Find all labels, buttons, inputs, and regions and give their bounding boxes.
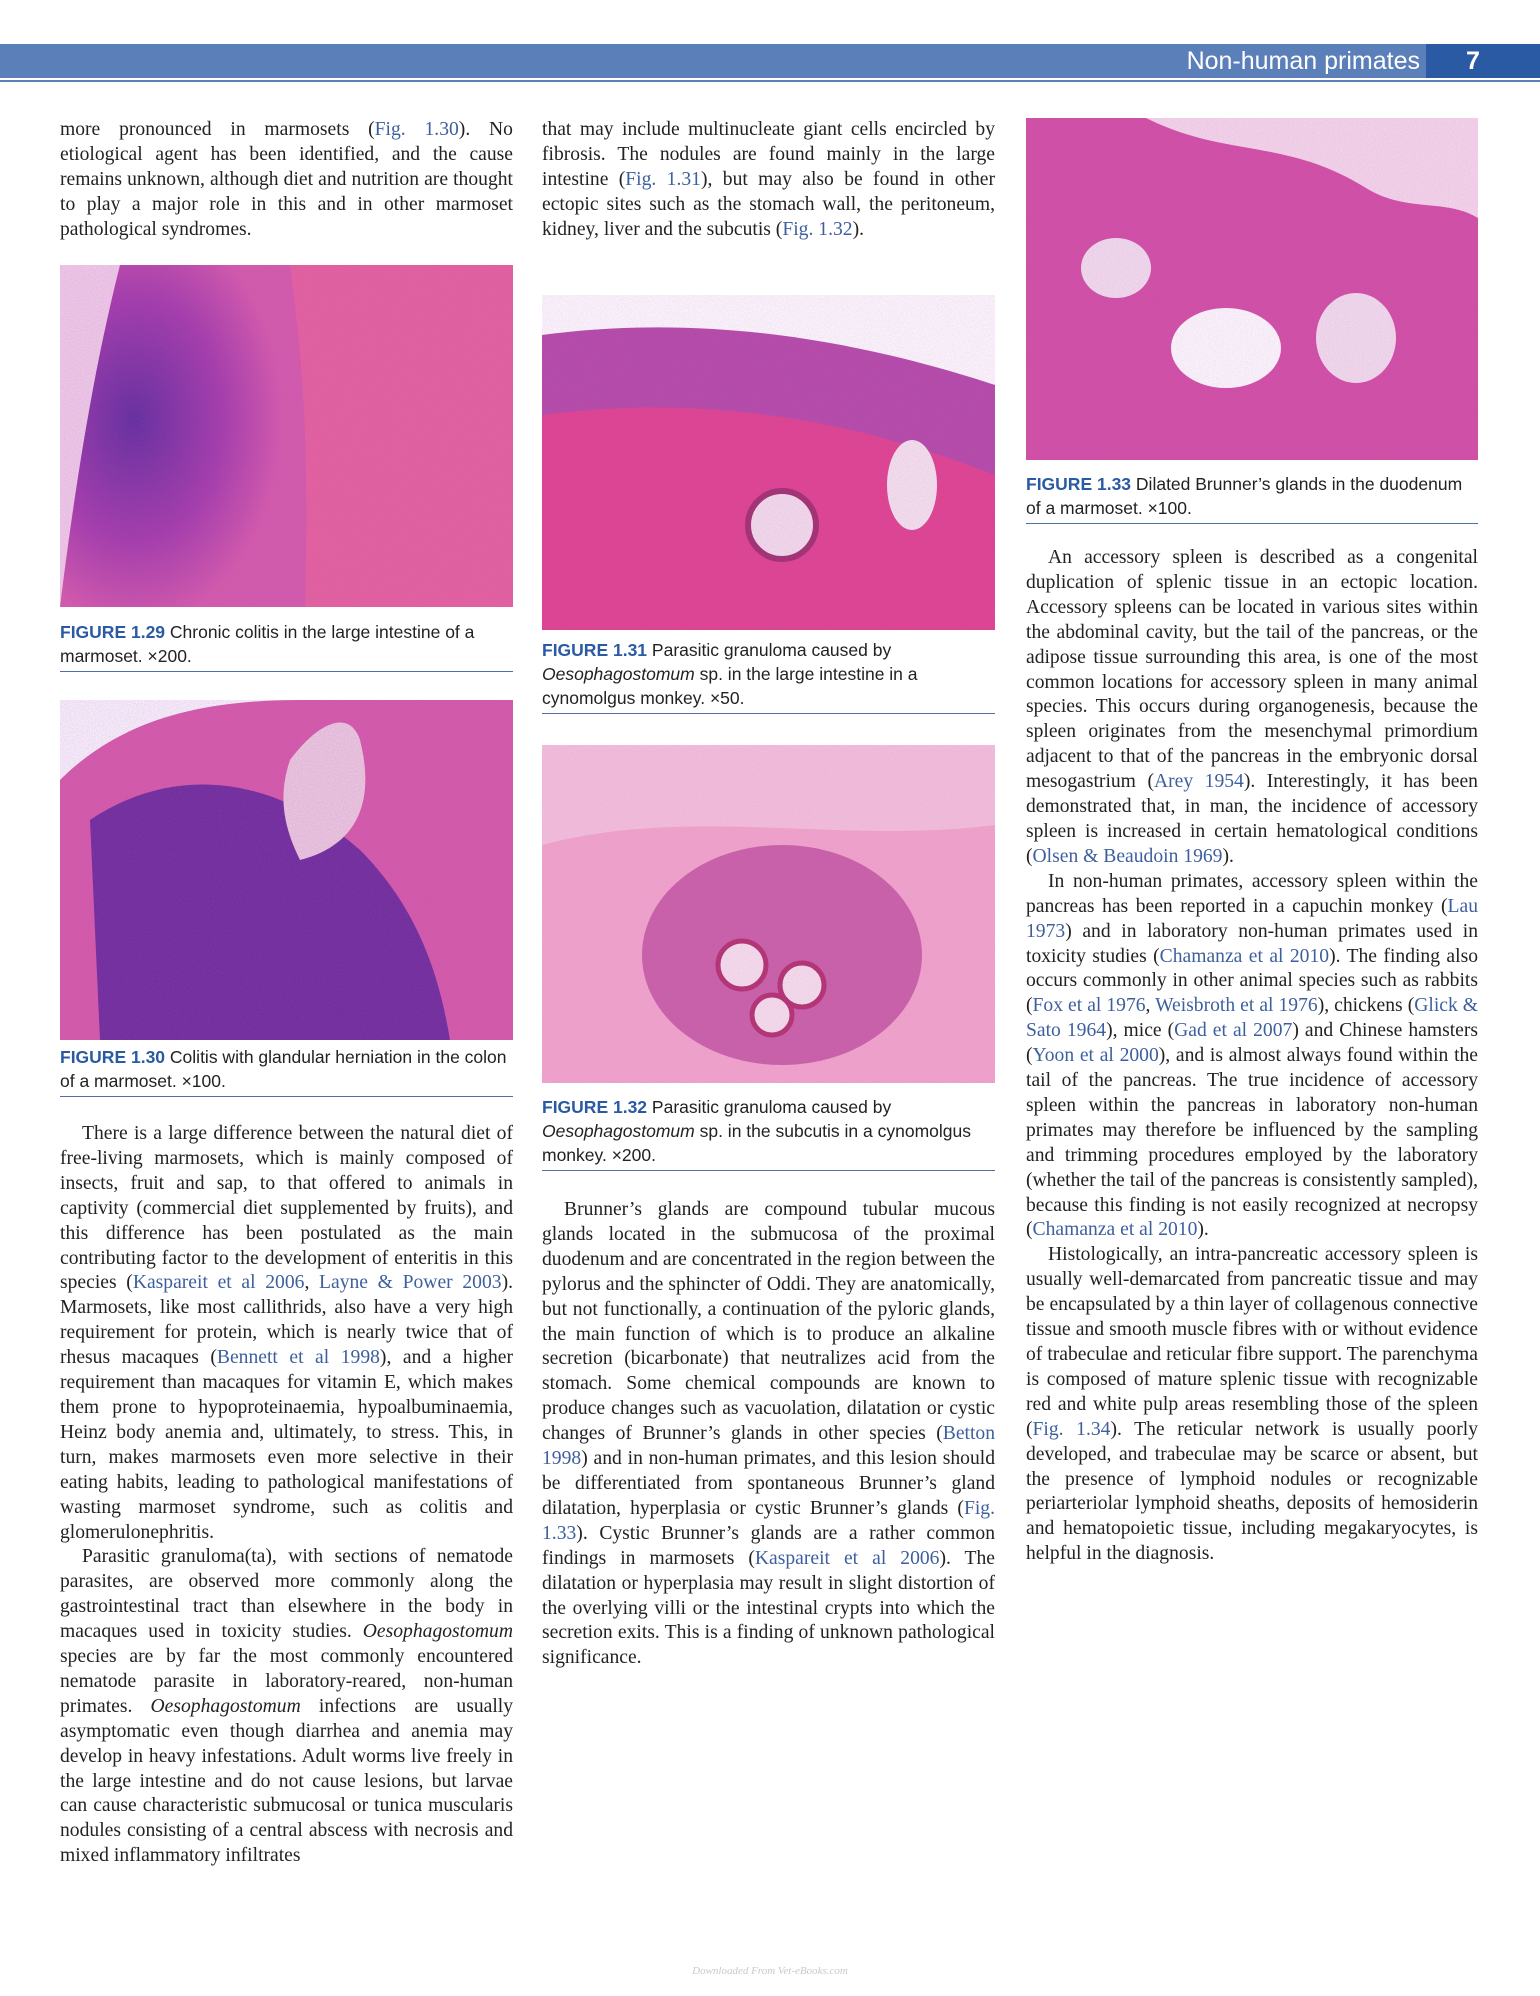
italic-term: Oesophagostomum xyxy=(542,1121,695,1141)
header-rule xyxy=(0,80,1540,82)
citation-link[interactable]: Fig. 1.34 xyxy=(1032,1418,1111,1440)
figure-1-32-image xyxy=(542,745,995,1083)
paragraph: more pronounced in marmosets (Fig. 1.30). No etiological agent has been identified, and the cause remains unknown, although diet and nutrition are thought to play a major role in this and in other marmoset pathological syndromes. xyxy=(60,119,513,240)
paragraph: There is a large difference between the natural diet of free-living marmosets, which is mainly composed of insects, fruit and sap, to that offered to animals in captivity (commercial diet supplemented by fruits), and this difference has been postulated as the main contributing factor to the development of enteritis in this species (Kaspareit et al 2006, Layne & Power 2003). Marmosets, like most callithrids, also have a very high requirement for protein, which is nearly twice that of rhesus macaques (Bennett et al 1998), and a higher requirement than macaques for vitamin E, which makes them prone to hypoproteinaemia, hypoalbuminaemia, Heinz body anemia and, ultimately, to stress. This, in turn, makes marmosets even more selective in their eating habits, leading to pathological manifestations of wasting marmoset syndrome, such as colitis and glomerulonephritis. xyxy=(60,1123,513,1543)
page-number: 7 xyxy=(1466,47,1480,75)
page-number-box xyxy=(1426,44,1540,78)
column-2-top xyxy=(542,118,995,243)
citation-link[interactable]: Betton 1998 xyxy=(542,1423,995,1470)
figure-1-29-caption xyxy=(60,620,513,672)
citation-link[interactable]: Chamanza et al 2010 xyxy=(1032,1219,1198,1241)
figure-1-32-caption xyxy=(542,1095,995,1171)
citation-link[interactable]: Layne & Power 2003 xyxy=(319,1272,502,1294)
figure-1-31-image xyxy=(542,295,995,630)
column-1-bottom xyxy=(60,1122,513,1869)
footer-watermark: Downloaded From Vet-eBooks.com xyxy=(692,1965,848,1977)
figure-label: FIGURE 1.29 xyxy=(60,622,166,642)
citation-link[interactable]: Olsen & Beaudoin 1969 xyxy=(1032,845,1223,867)
citation-link[interactable]: Kaspareit et al 2006 xyxy=(132,1272,305,1294)
citation-link[interactable]: Yoon et al 2000 xyxy=(1032,1045,1159,1067)
figure-caption-text: Chronic colitis in the large intestine of a marmoset. ×200. xyxy=(60,622,475,666)
figure-caption-text: Parasitic granuloma caused by Oesophagostomum sp. in the large intestine in a cynomolgus monkey. ×50. xyxy=(542,640,918,708)
paragraph: Brunner’s glands are compound tubular mucous glands located in the submucosa of the proximal duodenum and are concentrated in the region between the pylorus and the sphincter of Oddi. They are anatomically, but not functionally, a continuation of the pyloric glands, the main function of which is to produce an alkaline secretion (bicarbonate) that neutralizes acid from the stomach. Some chemical compounds are known to produce changes such as vacuolation, dilatation or cystic changes of Brunner’s glands in other species (Betton 1998) and in non-human primates, and this lesion should be differentiated from spontaneous Brunner’s gland dilatation, hyperplasia or cystic Brunner’s glands (Fig. 1.33). Cystic Brunner’s glands are a rather common findings in marmosets (Kaspareit et al 2006). The dilatation or hyperplasia may result in slight distortion of the overlying villi or the intestinal crypts into which the secretion exits. This is a finding of unknown pathological significance. xyxy=(542,1199,996,1669)
figure-1-33-image xyxy=(1026,118,1478,460)
citation-link[interactable]: Kaspareit et al 2006 xyxy=(754,1547,940,1569)
figure-1-30-image xyxy=(60,700,513,1040)
figure-caption-text: Colitis with glandular herniation in the colon of a marmoset. ×100. xyxy=(60,1047,507,1091)
citation-link[interactable]: Gad et al 2007 xyxy=(1174,1020,1293,1042)
citation-link[interactable]: Fig. 1.33 xyxy=(542,1497,995,1544)
paragraph: Histologically, an intra-pancreatic accessory spleen is usually well-demarcated from pancreatic tissue and may be encapsulated by a thin layer of collagenous connective tissue and smooth muscle fibres with or without evidence of trabeculae and reticular fibre support. The parenchyma is composed of mature splenic tissue with recognizable red and white pulp areas resembling those of the spleen (Fig. 1.34). The reticular network is usually poorly developed, and trabeculae may be scarce or absent, but the presence of lymphoid nodules or recognizable periarteriolar lymphoid sheaths, deposits of hemosiderin and hematopoietic tissue, including megakaryocytes, is helpful in the diagnosis. xyxy=(1026,1244,1478,1565)
column-1-top xyxy=(60,118,513,243)
column-3-text xyxy=(1026,546,1478,1567)
citation-link[interactable]: Arey 1954 xyxy=(1153,771,1244,793)
citation-link[interactable]: Bennett et al 1998 xyxy=(216,1347,380,1369)
paragraph: An accessory spleen is described as a congenital duplication of splenic tissue in an ectopic location. Accessory spleens can be located in various sites within the abdominal cavity, but the tail of the pancreas, or the adipose tissue surrounding this area, is one of the most common locations for accessory spleen in many animal species. This occurs during organogenesis, because the spleen originates from the mesenchymal primordium adjacent to that of the pancreas in the embryonic dorsal mesogastrium (Arey 1954). Interestingly, it has been demonstrated that, in man, the incidence of accessory spleen is increased in certain hematological conditions (Olsen & Beaudoin 1969). xyxy=(1026,547,1478,867)
figure-1-31-caption xyxy=(542,638,995,714)
paragraph: In non-human primates, accessory spleen within the pancreas has been reported in a capuchin monkey (Lau 1973) and in laboratory non-human primates used in toxicity studies (Chamanza et al 2010). The finding also occurs commonly in other animal species such as rabbits (Fox et al 1976, Weisbroth et al 1976), chickens (Glick & Sato 1964), mice (Gad et al 2007) and Chinese hamsters (Yoon et al 2000), and is almost always found within the tail of the pancreas. The true incidence of accessory spleen within the pancreas in laboratory non-human primates may therefore be influenced by the sampling and trimming procedures employed by the laboratory (whether the tail of the pancreas is consistently sampled), because this finding is not easily recognized at necropsy (Chamanza et al 2010). xyxy=(1026,870,1479,1241)
italic-term: Oesophagostomum xyxy=(542,664,695,684)
figure-1-29-image xyxy=(60,265,513,607)
figure-1-33-caption xyxy=(1026,472,1478,524)
italic-term: Oesophagostomum xyxy=(362,1621,513,1643)
figure-label: FIGURE 1.32 xyxy=(542,1097,648,1117)
citation-link[interactable]: Fox et al 1976 xyxy=(1032,995,1146,1017)
citation-link[interactable]: Fig. 1.32 xyxy=(782,218,853,240)
figure-label: FIGURE 1.33 xyxy=(1026,474,1132,494)
citation-link[interactable]: Chamanza et al 2010 xyxy=(1159,945,1330,967)
figure-label: FIGURE 1.30 xyxy=(60,1047,166,1067)
running-header-title: Non-human primates xyxy=(1186,47,1420,75)
italic-term: Oesophagostomum xyxy=(150,1695,301,1717)
citation-link[interactable]: Lau 1973 xyxy=(1026,895,1478,942)
column-2-bottom xyxy=(542,1198,995,1671)
citation-link[interactable]: Fig. 1.30 xyxy=(374,119,459,140)
figure-label: FIGURE 1.31 xyxy=(542,640,648,660)
citation-link[interactable]: Fig. 1.31 xyxy=(625,168,701,190)
figure-caption-text: Dilated Brunner’s glands in the duodenum of a marmoset. ×100. xyxy=(1026,474,1463,518)
citation-link[interactable]: Glick & Sato 1964 xyxy=(1026,995,1479,1042)
paragraph: that may include multinucleate giant cells encircled by fibrosis. The nodules are found mainly in the large intestine (Fig. 1.31), but may also be found in other ectopic sites such as the stomach wall, the peritoneum, kidney, liver and the subcutis (Fig. 1.32). xyxy=(542,119,995,240)
figure-1-30-caption xyxy=(60,1045,513,1097)
figure-caption-text: Parasitic granuloma caused by Oesophagostomum sp. in the subcutis in a cynomolgus monkey. ×200. xyxy=(542,1097,971,1165)
paragraph: Parasitic granuloma(ta), with sections of nematode parasites, are observed more commonly along the gastrointestinal tract than elsewhere in the body in macaques used in toxicity studies. Oesophagostomum species are by far the most commonly encountered nematode parasite in laboratory-reared, non-human primates. Oesophagostomum infections are usually asymptomatic even though diarrhea and anemia may develop in heavy infestations. Adult worms live freely in the large intestine and do not cause lesions, but larvae can cause characteristic submucosal or tunica muscularis nodules consisting of a central abscess with necrosis and mixed inflammatory infiltrates xyxy=(60,1546,514,1867)
citation-link[interactable]: Weisbroth et al 1976 xyxy=(1155,995,1318,1017)
